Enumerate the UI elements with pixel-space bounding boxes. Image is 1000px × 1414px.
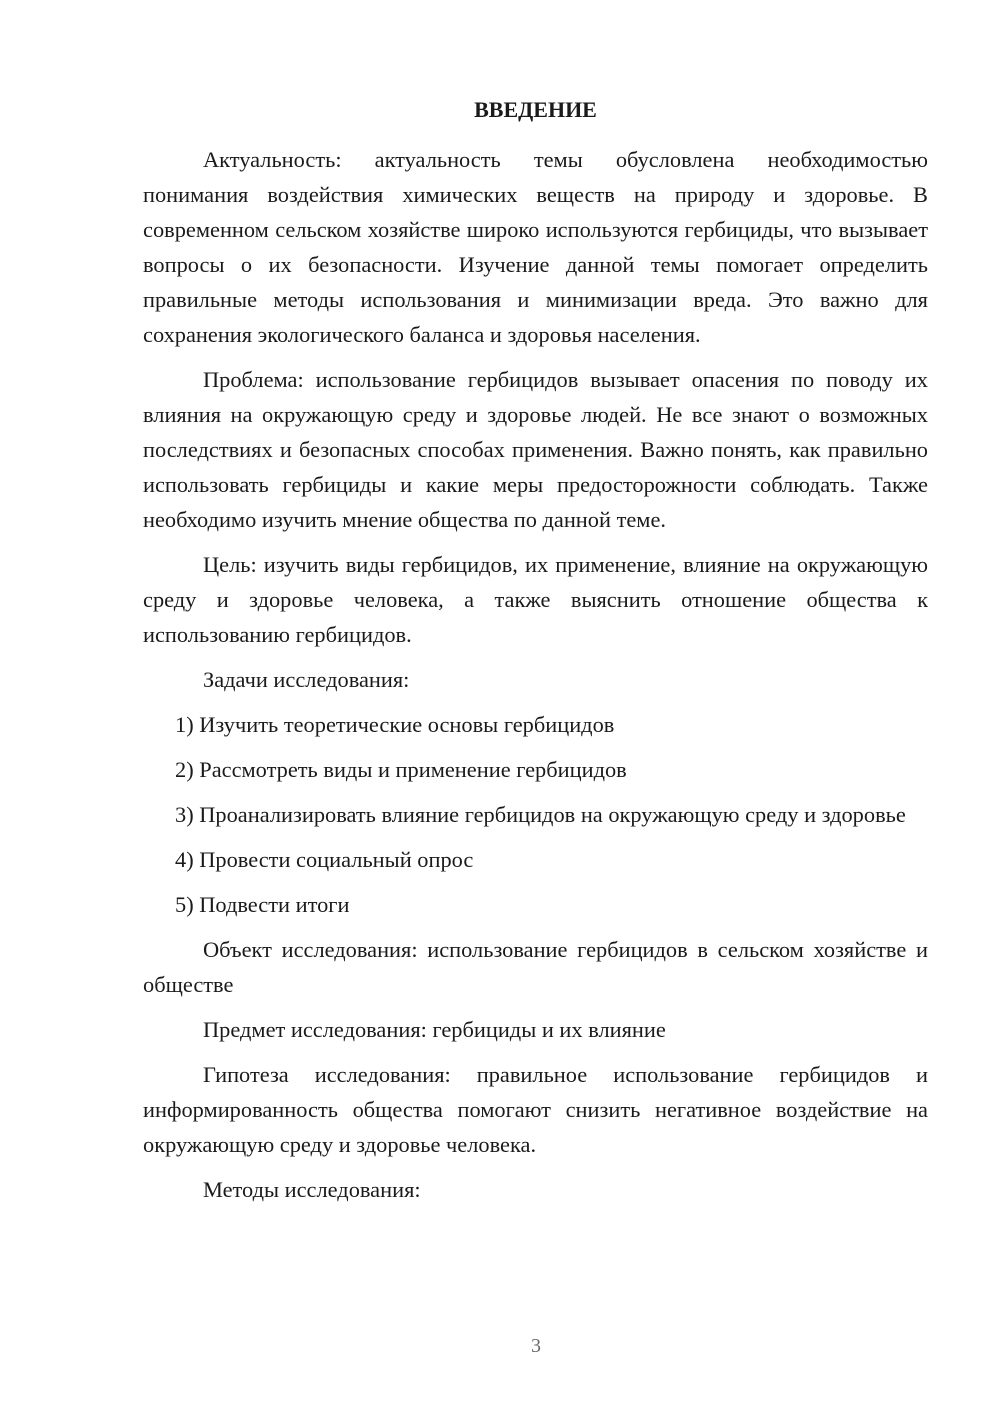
methods-heading: Методы исследования:	[203, 1177, 421, 1202]
object-paragraph: Объект исследования: использование гербицидов в сельском хозяйстве и обществе	[143, 937, 928, 997]
hypothesis-paragraph: Гипотеза исследования: правильное использование гербицидов и информированность общества помогают снизить негативное воздействие на окружающую среду и здоровье человека.	[143, 1062, 928, 1157]
task-item-4: 4) Провести социальный опрос	[175, 847, 474, 872]
task-item-1: 1) Изучить теоретические основы гербицидов	[175, 712, 615, 737]
task-item-3: 3) Проанализировать влияние гербицидов на окружающую среду и здоровье	[175, 802, 906, 827]
problem-paragraph: Проблема: использование гербицидов вызывает опасения по поводу их влияния на окружающую среду и здоровье людей. Не все знают о возможных последствиях и безопасных способах применения. Важно понять, как правильно использовать гербициды и какие меры предосторожности соблюдать. Также необходимо изучить мнение общества по данной теме.	[143, 367, 928, 532]
page-number: 3	[531, 1335, 541, 1357]
task-item-5: 5) Подвести итоги	[175, 892, 350, 917]
tasks-heading: Задачи исследования:	[203, 667, 410, 692]
relevance-paragraph: Актуальность: актуальность темы обусловлена необходимостью понимания воздействия химических веществ на природу и здоровье. В современном сельском хозяйстве широко используются гербициды, что вызывает вопросы о их безопасности. Изучение данной темы помогает определить правильные методы использования и минимизации вреда. Это важно для сохранения экологического баланса и здоровья населения.	[143, 147, 928, 347]
page-content	[143, 94, 928, 1217]
section-heading: ВВЕДЕНИЕ	[474, 97, 597, 122]
task-item-2: 2) Рассмотреть виды и применение гербицидов	[175, 757, 627, 782]
goal-paragraph: Цель: изучить виды гербицидов, их применение, влияние на окружающую среду и здоровье человека, а также выяснить отношение общества к использованию гербицидов.	[143, 552, 928, 647]
subject-paragraph: Предмет исследования: гербициды и их влияние	[203, 1017, 666, 1042]
